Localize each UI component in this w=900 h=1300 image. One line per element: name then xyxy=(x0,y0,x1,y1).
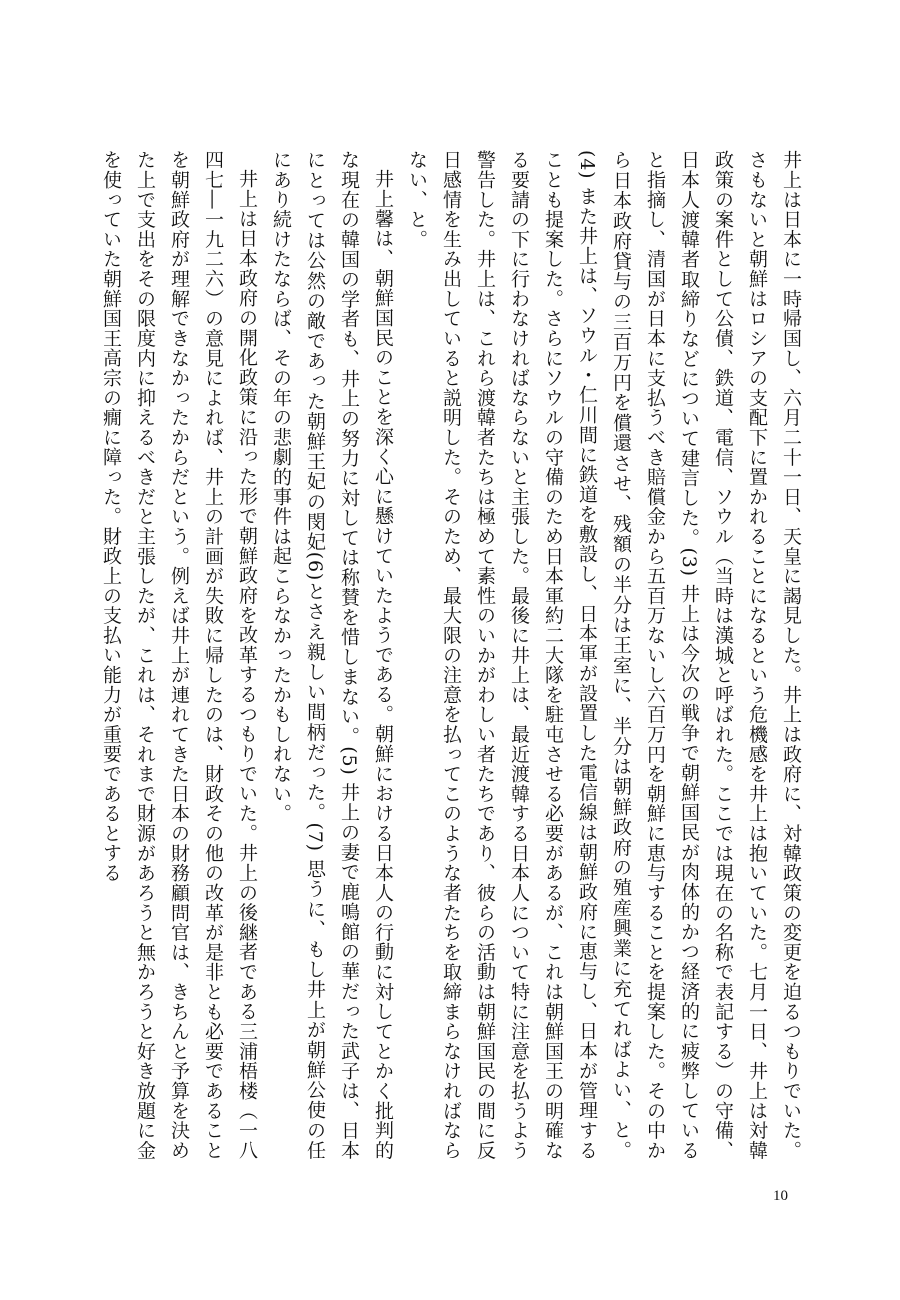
paragraph-1: 井上は日本に一時帰国し、六月二十一日、天皇に謁見した。井上は政府に、対韓政策の変更を迫るつもりでいた。さもないと朝鮮はロシアの支配下に置かれることになるという危機感を井上は抱いていた。七月一日、井上は対韓政策の案件として公債、鉄道、電信、ソウル（当時は漢城と呼ばれた。ここでは現在の名称で表記する）の守備、日本人渡韓者取締りなどについて建言した。(3) 井上は今次の戦争で朝鮮国民が肉体的かつ経済的に疲弊していると指摘し、清国が日本に支払うべき賠償金から五百万ないし六百万円を朝鮮に恵与することを提案した。その中から日本政府貸与の三百万円を償還させ、残額の半分は王室に、半分は朝鮮政府の殖産興業に充てればよい、と。(4) また井上は、ソウル・仁川間に鉄道を敷設し、日本軍が設置した電信線は朝鮮政府に恵与し、日本が管理することも提案した。さらにソウルの守備のため日本軍約二大隊を駐屯させる必要があるが、これは朝鮮国王の明確なる要請の下に行わなければならないと主張した。最後に井上は、最近渡韓する日本人について特に注意を払うよう警告した。井上は、これら渡韓者たちは極めて素性のいかがわしい者たちであり、彼らの活動は朝鮮国民の間に反日感情を生み出していると説明した。そのため、最大限の注意を払ってこのような者たちを取締まらなければならない、と。 xyxy=(406,150,802,1160)
paragraph-3: 井上は日本政府の開化政策に沿った形で朝鮮政府を改革するつもりでいた。井上の後継者である三浦梧楼（一八四七―一九二六）の意見によれば、井上の計画が失敗に帰したのは、財政その他の改革が是非とも必要であることを朝鮮政府が理解できなかったからだという。例えば井上が連れてきた日本の財務顧問官は、きちんと予算を決めた上で支出をその限度内に抑えるべきだと主張したが、これは、それまで財源があろうと無かろうと好き放題に金を使っていた朝鮮国王高宗の癇に障った。財政上の支払い能力が重要であるとする xyxy=(100,150,258,1160)
page-number: 10 xyxy=(773,1188,788,1204)
body-text xyxy=(88,150,808,1160)
paragraph-2: 井上馨は、朝鮮国民のことを深く心に懸けていたようである。朝鮮における日本人の行動に対してとかく批判的な現在の韓国の学者も、井上の努力に対しては称賛を惜しまない。(5) 井上の妻で鹿鳴館の華だった武子は、日本にとっては公然の敵であった朝鮮王妃の閔妃(6)とさえ親しい間柄だった。(7) 思うに、もし井上が朝鮮公使の任にあり続けたならば、その年の悲劇的事件は起こらなかったかもしれない。 xyxy=(270,150,394,1160)
